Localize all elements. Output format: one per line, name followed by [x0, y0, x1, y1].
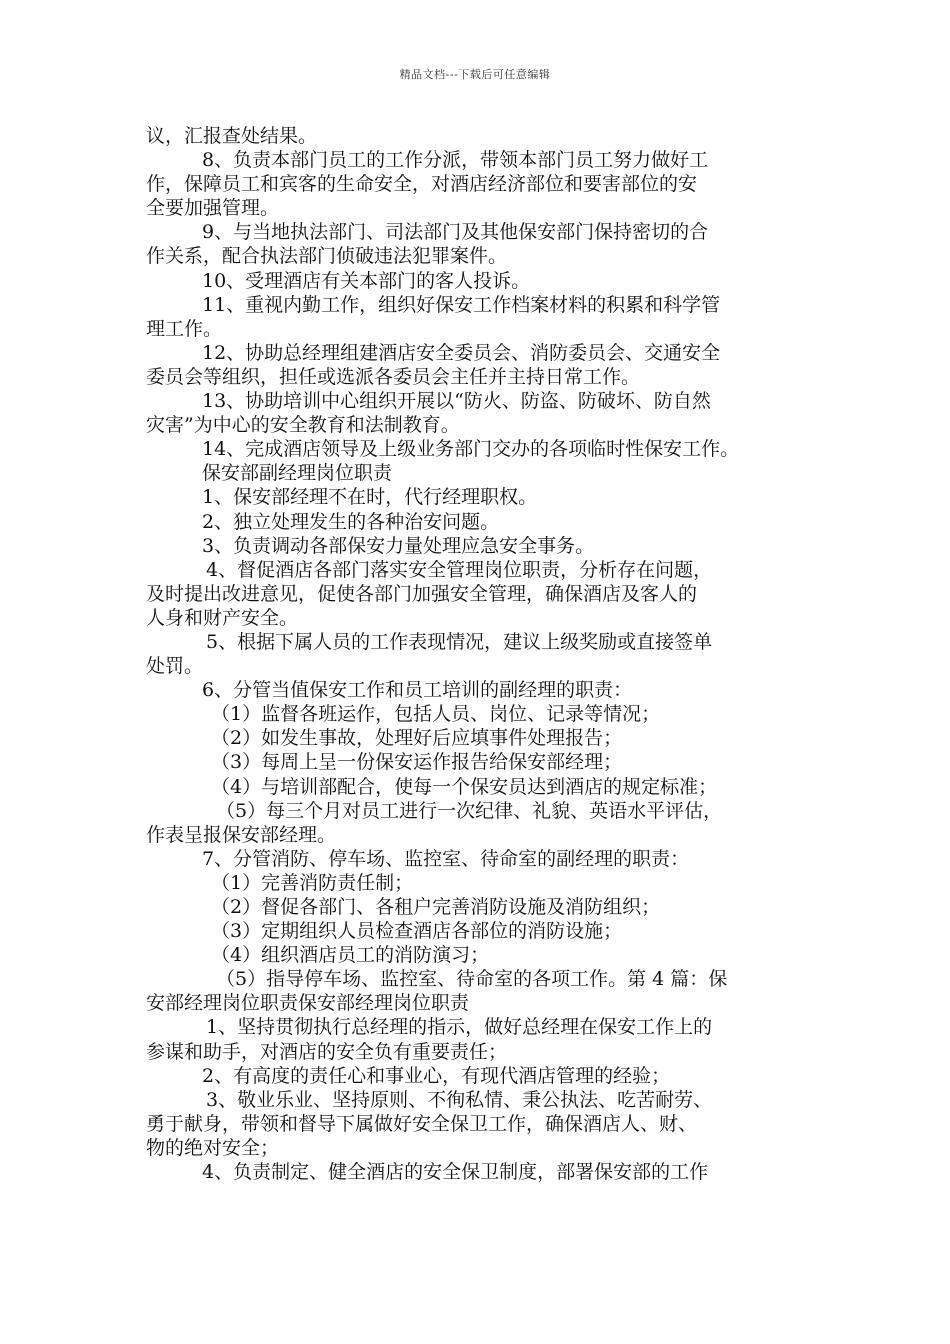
text-line: 9、与当地执法部门、司法部门及其他保安部门保持密切的合: [202, 221, 709, 244]
text-line: （2）如发生事故，处理好后应填事件处理报告；: [211, 727, 623, 750]
text-line: （4）与培训部配合，使每一个保安员达到酒店的规定标准；: [211, 775, 718, 798]
text-line: 参谋和助手，对酒店的安全负有重要责任；: [146, 1040, 508, 1063]
text-line: 13、协助培训中心组织开展以“防火、防盗、防破坏、防自然: [202, 390, 711, 413]
text-line: （3）每周上呈一份保安运作报告给保安部经理；: [211, 751, 623, 774]
text-line: 勇于献身，带领和督导下属做好安全保卫工作，确保酒店人、财、: [146, 1112, 698, 1135]
text-line: 4、负责制定、健全酒店的安全保卫制度，部署保安部的工作: [202, 1161, 709, 1184]
text-line: 全要加强管理。: [146, 197, 280, 220]
text-line: 作，保障员工和宾客的生命安全，对酒店经济部位和要害部位的安: [146, 173, 698, 196]
page-header: 精品文档---下载后可任意编辑: [399, 68, 551, 81]
text-line: 6、分管当值保安工作和员工培训的副经理的职责：: [202, 679, 633, 702]
text-line: （2）督促各部门、各租户完善消防设施及消防组织；: [211, 896, 661, 918]
text-line: 人身和财产安全。: [146, 606, 299, 629]
text-line: （5）指导停车场、监控室、待命室的各项工作。第 4 篇：保: [216, 968, 728, 991]
text-line: （3）定期组织人员检查酒店各部位的消防设施；: [211, 920, 623, 943]
text-line: 14、完成酒店领导及上级业务部门交办的各项临时性保安工作。: [202, 438, 740, 461]
text-line: 保安部副经理岗位职责: [202, 462, 393, 485]
text-line: 12、协助总经理组建酒店安全委员会、消防委员会、交通安全: [202, 341, 721, 364]
text-line: （5）每三个月对员工进行一次纪律、礼貌、英语水平评估，: [216, 799, 723, 822]
text-line: 及时提出改进意见，促使各部门加强安全管理，确保酒店及客人的: [146, 582, 698, 605]
text-line: 1、保安部经理不在时，代行经理职权。: [202, 486, 538, 509]
text-line: 理工作。: [146, 317, 223, 340]
text-line: 4、督促酒店各部门落实安全管理岗位职责，分析存在问题，: [206, 558, 713, 581]
text-line: 5、根据下属人员的工作表现情况，建议上级奖励或直接签单: [206, 630, 713, 653]
text-line: （4）组织酒店员工的消防演习；: [211, 944, 490, 967]
text-line: （1）监督各班运作，包括人员、岗位、记录等情况；: [211, 703, 661, 726]
text-line: （1）完善消防责任制；: [211, 871, 414, 894]
text-line: 10、受理酒店有关本部门的客人投诉。: [202, 269, 531, 292]
text-line: 7、分管消防、停车场、监控室、待命室的副经理的职责：: [202, 847, 690, 870]
text-line: 处罚。: [146, 655, 204, 678]
text-line: 物的绝对安全；: [146, 1136, 280, 1159]
text-line: 2、有高度的责任心和事业心，有现代酒店管理的经验；: [202, 1064, 671, 1087]
text-line: 11、重视内勤工作，组织好保安工作档案材料的积累和科学管: [202, 293, 721, 316]
text-line: 1、坚持贯彻执行总经理的指示，做好总经理在保安工作上的: [206, 1016, 713, 1039]
text-line: 作表呈报保安部经理。: [146, 823, 337, 846]
text-line: 8、负责本部门员工的工作分派，带领本部门员工努力做好工: [202, 149, 709, 172]
document-body: [146, 124, 814, 1184]
text-line: 安部经理岗位职责保安部经理岗位职责: [146, 992, 470, 1015]
text-line: 议，汇报查处结果。: [146, 125, 318, 147]
text-line: 2、独立处理发生的各种治安问题。: [202, 510, 500, 533]
text-line: 灾害”为中心的安全教育和法制教育。: [146, 414, 460, 437]
text-line: 作关系，配合执法部门侦破违法犯罪案件。: [146, 245, 508, 268]
text-line: 委员会等组织，担任或选派各委员会主任并主持日常工作。: [146, 365, 641, 388]
text-line: 3、敬业乐业、坚持原则、不徇私情、秉公执法、吃苦耐劳、: [206, 1088, 713, 1111]
text-line: 3、负责调动各部保安力量处理应急安全事务。: [202, 534, 595, 557]
